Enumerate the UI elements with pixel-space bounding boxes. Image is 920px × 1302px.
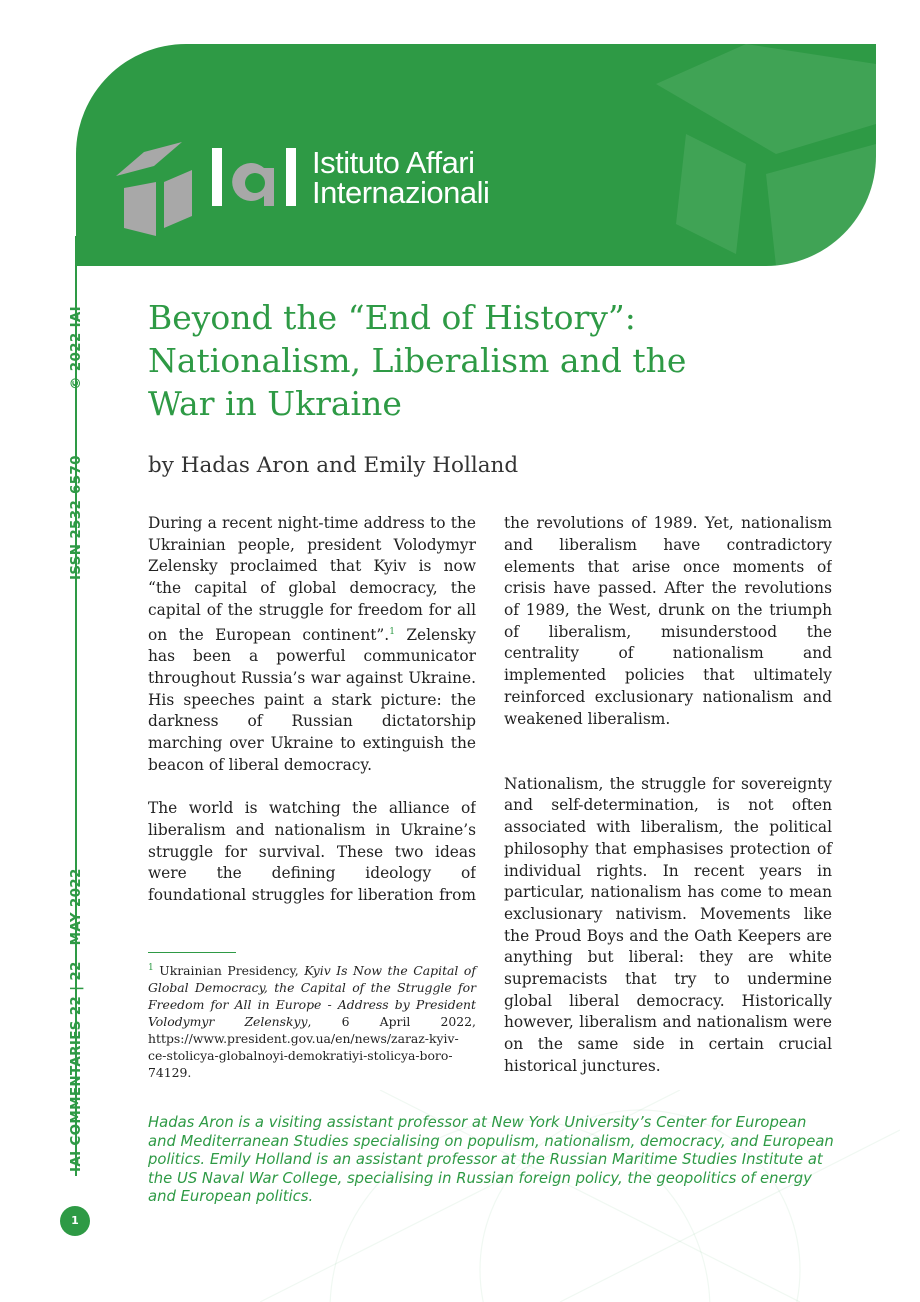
iai-logo-text [312,145,490,210]
logo-line-1: Istituto Affari [312,145,475,180]
sidebar-series: IAI COMMENTARIES 22 | 22 - MAY 2022 [68,868,84,1172]
decorative-cubes-graphic [576,44,876,266]
footnote-1: $^1$ Ukrainian Presidency, Kyiv Is Now the Capital of Global Democracy, the Capital of the Struggle for Freedom for All in Europe - Address by President Volodymyr Zelenskyy, 6 April 2022, https://www.president.gov.ua/en/news/zaraz-kyiv-ce-stolicya-globalnoyi-demokratiyi-stolicya-boro-74129. [148,963,476,1081]
sidebar-issn: ISSN 2532-6570 [68,455,84,580]
authors: by Hadas Aron and Emily Holland [148,453,519,478]
footnote-divider [148,952,236,953]
page-number-badge: 1 [60,1206,90,1236]
body-column-1 [148,513,476,906]
body-column-2 [504,513,832,1099]
sidebar-copyright: © 2022 IAI [68,306,84,390]
footnote-ref-1[interactable]: 1 [389,626,395,637]
paragraph-1: During a recent night-time address to the Ukrainian people, president Volodymyr Zelensky proclaimed that Kyiv is now “the capital of global democracy, the capital of the struggle for freedom for all on the European continent”.$^1$ Zelensky has been a powerful communicator throughout Russia’s war against Ukraine. His speeches paint a stark picture: the darkness of Russian dictatorship marching over Ukraine to extinguish the beacon of liberal democracy. [148,514,476,774]
paragraph-2: The world is watching the alliance of liberalism and nationalism in Ukraine’s struggle for survival. These two ideas were the defining ideology of foundational struggles for liberation from [148,799,476,905]
paragraph-2-continued: the revolutions of 1989. Yet, nationalism and liberalism have contradictory elements that arise once moments of crisis have passed. After the revolutions of 1989, the West, drunk on the triumph of liberalism, misunderstood the centrality of nationalism and implemented policies that ultimately reinforced exclusionary nationalism and weakened liberalism. [504,514,832,728]
author-bio: Hadas Aron is a visiting assistant professor at New York University’s Center for European and Mediterranean Studies specialising on populism, nationalism, democracy, and European politics. Emily Holland is an assistant professor at the Russian Maritime Studies Institute at the US Naval War College, specialising in Russian foreign policy, the geopolitics of energy and European politics. [148,1114,834,1205]
footnote-link[interactable]: , 6 April 2022, https://www.president.gov.ua/en/news/zaraz-kyiv-ce-stolicya-globalnoyi-demokratiyi-stolicya-boro-74129. [148,1014,476,1081]
paragraph-3: Nationalism, the struggle for sovereignty and self-determination, is not often associated with liberalism, the political philosophy that emphasises protection of individual rights. In recent years in particular, nationalism has come to mean exclusionary nativism. Movements like the Proud Boys and the Oath Keepers are anything but liberal: they are white supremacists that try to undermine global liberal democracy. Historically however, liberalism and nationalism were on the same side in certain crucial historical junctures. [504,774,832,1075]
header-banner [76,44,876,266]
logo-line-2: Internazionali [312,175,490,210]
page-title: Beyond the “End of History”: Nationalism, Liberalism and the War in Ukraine [148,298,687,423]
iai-cube-logo-icon [116,136,306,236]
iai-logo-mark [116,136,306,240]
